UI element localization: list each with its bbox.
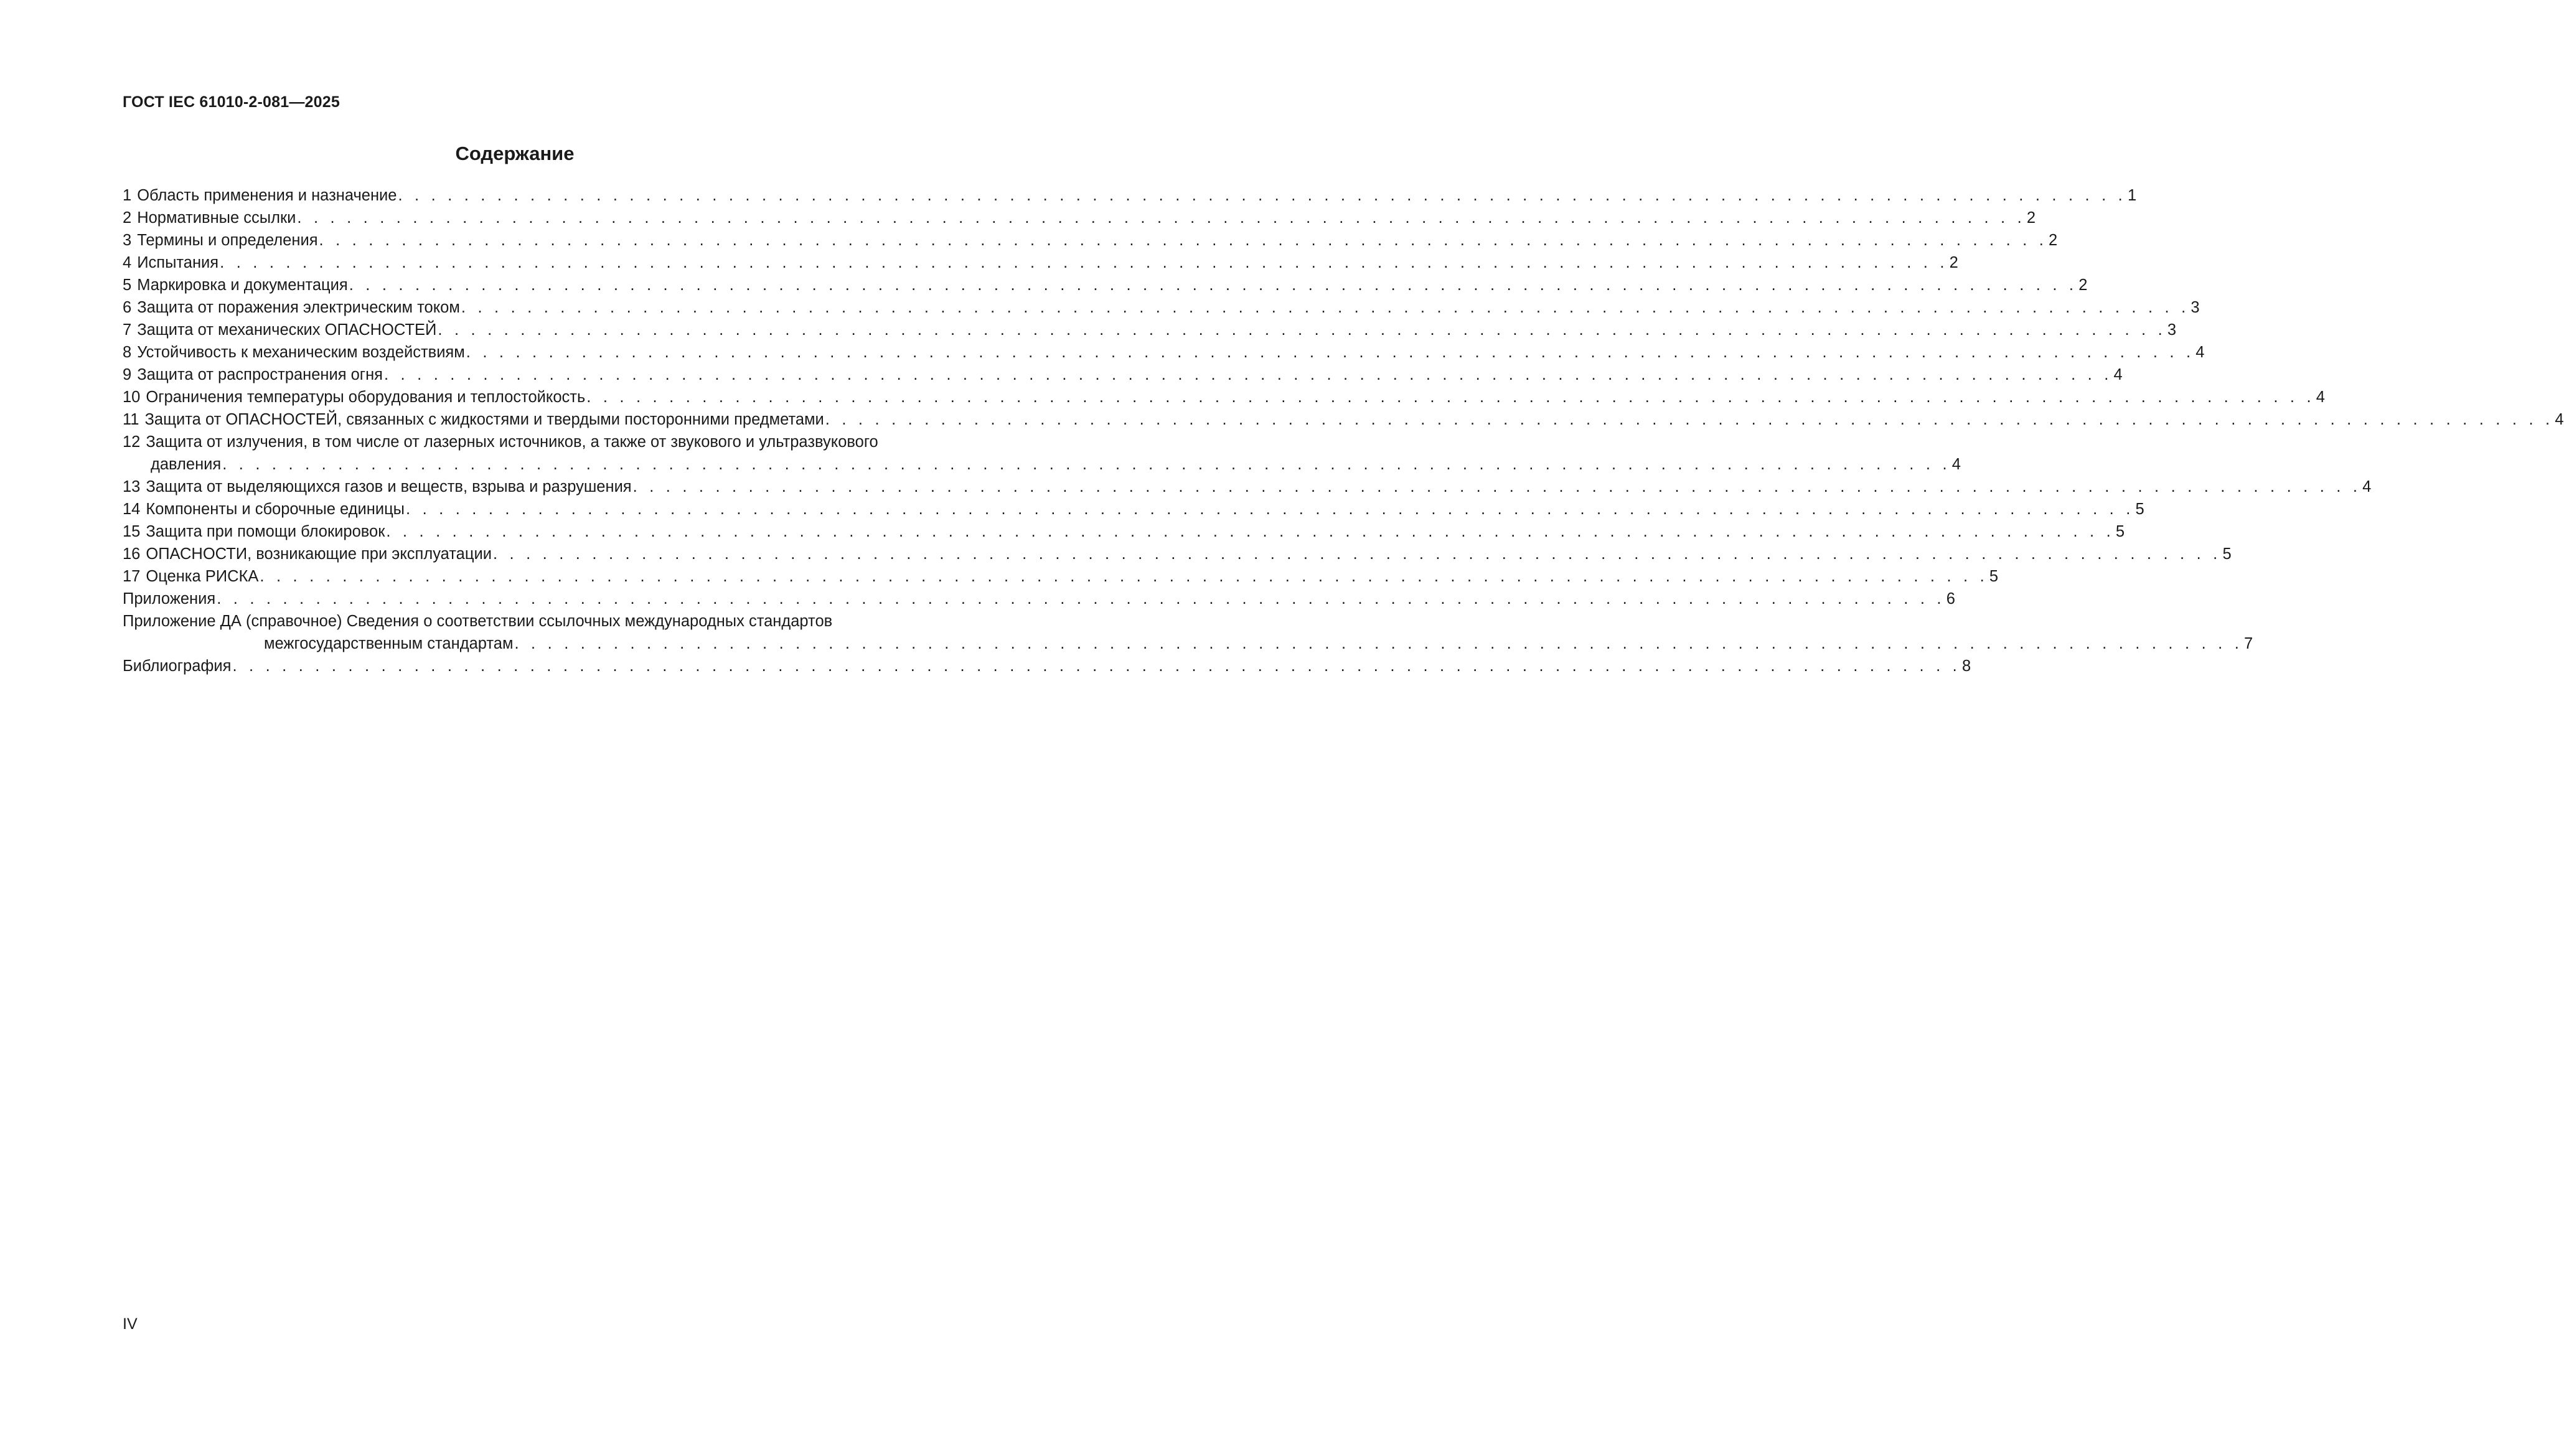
toc-item-15[interactable]	[123, 520, 2125, 543]
toc-item-number: 4	[123, 254, 132, 271]
toc-item-number: 5	[123, 276, 132, 294]
dot-leader: . . . . . . . . . . . . . . . . . . . . . . . . . . . . . . . . . . . . . . . . . . . . . . . . . . . . . . . . . . . . . . . . . . . . . . . . . . . . . . . . . . . . . . . . . . . . . . . . . . . . . . . . .	[383, 366, 2113, 383]
toc-item-title-continuation: давления	[151, 456, 222, 473]
toc-item-title: Защита от поражения электрическим током	[137, 299, 460, 316]
toc-item-number: 11	[123, 411, 139, 428]
toc-item-title: Библиография	[123, 657, 232, 675]
toc-item-number: 2	[123, 209, 132, 227]
toc-item-appendix-da-continuation[interactable]	[123, 632, 2253, 655]
toc-item-title: Испытания	[137, 254, 219, 271]
dot-leader: . . . . . . . . . . . . . . . . . . . . . . . . . . . . . . . . . . . . . . . . . . . . . . . . . . . . . . . . . . . . . . . . . . . . . . . . . . . . . . . . . . . . . . . . . . . . . . . . . . . . . . . . .	[220, 254, 1948, 271]
toc-item-page: 2	[1949, 254, 1958, 271]
toc-item-bibliography[interactable]	[123, 655, 1971, 677]
dot-leader: . . . . . . . . . . . . . . . . . . . . . . . . . . . . . . . . . . . . . . . . . . . . . . . . . . . . . . . . . . . . . . . . . . . . . . . . . . . . . . . . . . . . . . . . . . . . . . . . . . . . . . . . .	[825, 411, 2554, 428]
toc-item-page: 4	[1951, 456, 1961, 473]
toc-item-page: 4	[2316, 388, 2325, 406]
toc-item-page: 2	[2078, 276, 2088, 294]
toc-item-number: 9	[123, 366, 132, 383]
dot-leader: . . . . . . . . . . . . . . . . . . . . . . . . . . . . . . . . . . . . . . . . . . . . . . . . . . . . . . . . . . . . . . . . . . . . . . . . . . . . . . . . . . . . . . . . . . . . . . . . . . . . . . . . .	[260, 568, 1988, 585]
dot-leader: . . . . . . . . . . . . . . . . . . . . . . . . . . . . . . . . . . . . . . . . . . . . . . . . . . . . . . . . . . . . . . . . . . . . . . . . . . . . . . . . . . . . . . . . . . . . . . . . . . . . . . . . .	[438, 321, 2166, 339]
toc-item-title: Защита при помощи блокировок	[146, 523, 385, 540]
toc-item-number: 7	[123, 321, 132, 339]
toc-item-number: 17	[123, 568, 141, 585]
toc-item-title: Нормативные ссылки	[137, 209, 296, 227]
toc-item-title: Оценка РИСКА	[146, 568, 259, 585]
dot-leader: . . . . . . . . . . . . . . . . . . . . . . . . . . . . . . . . . . . . . . . . . . . . . . . . . . . . . . . . . . . . . . . . . . . . . . . . . . . . . . . . . . . . . . . . . . . . . . . . . . . . . . . . .	[386, 523, 2115, 540]
toc-item-appendices[interactable]	[123, 588, 1955, 610]
toc-item-title: Защита от механических ОПАСНОСТЕЙ	[137, 321, 437, 339]
toc-item-page: 2	[2026, 209, 2036, 227]
toc-item-12-continuation[interactable]	[123, 453, 1961, 476]
dot-leader: . . . . . . . . . . . . . . . . . . . . . . . . . . . . . . . . . . . . . . . . . . . . . . . . . . . . . . . . . . . . . . . . . . . . . . . . . . . . . . . . . . . . . . . . . . . . . . . . . . . . . . . . .	[466, 344, 2195, 361]
toc-item-page: 8	[1961, 657, 1971, 675]
toc-item-page: 4	[2195, 344, 2205, 361]
toc-item-number: 3	[123, 232, 132, 249]
toc-item-page: 5	[2222, 545, 2232, 563]
dot-leader: . . . . . . . . . . . . . . . . . . . . . . . . . . . . . . . . . . . . . . . . . . . . . . . . . . . . . . . . . . . . . . . . . . . . . . . . . . . . . . . . . . . . . . . . . . . . . . . . . . . . . . . . .	[514, 635, 2243, 652]
dot-leader: . . . . . . . . . . . . . . . . . . . . . . . . . . . . . . . . . . . . . . . . . . . . . . . . . . . . . . . . . . . . . . . . . . . . . . . . . . . . . . . . . . . . . . . . . . . . . . . . . . . . . . . . .	[632, 478, 2362, 496]
toc-item-6[interactable]	[123, 296, 2200, 319]
toc-item-title: Область применения и назначение	[137, 187, 397, 204]
toc-item-number: 15	[123, 523, 141, 540]
dot-leader: . . . . . . . . . . . . . . . . . . . . . . . . . . . . . . . . . . . . . . . . . . . . . . . . . . . . . . . . . . . . . . . . . . . . . . . . . . . . . . . . . . . . . . . . . . . . . . . . . . . . . . . . .	[492, 545, 2222, 563]
toc-item-7[interactable]	[123, 319, 2177, 341]
dot-leader: . . . . . . . . . . . . . . . . . . . . . . . . . . . . . . . . . . . . . . . . . . . . . . . . . . . . . . . . . . . . . . . . . . . . . . . . . . . . . . . . . . . . . . . . . . . . . . . . . . . . . . . . .	[586, 388, 2315, 406]
toc-item-page: 2	[2049, 232, 2058, 249]
toc-item-13[interactable]	[123, 476, 2372, 498]
toc-item-page: 6	[1946, 590, 1955, 608]
toc-item-11[interactable]	[123, 408, 2564, 431]
toc-item-page: 1	[2127, 187, 2137, 204]
toc-item-page: 3	[2167, 321, 2177, 339]
toc-item-8[interactable]	[123, 341, 2205, 364]
toc-item-16[interactable]	[123, 543, 2232, 565]
page-number: IV	[123, 1315, 138, 1333]
toc-item-number: 13	[123, 478, 141, 496]
toc-item-title: Компоненты и сборочные единицы	[146, 500, 405, 518]
dot-leader: . . . . . . . . . . . . . . . . . . . . . . . . . . . . . . . . . . . . . . . . . . . . . . . . . . . . . . . . . . . . . . . . . . . . . . . . . . . . . . . . . . . . . . . . . . . . . . . . . . . . . . . . .	[222, 456, 1951, 473]
toc-item-number: 16	[123, 545, 141, 563]
toc-item-page: 4	[2555, 411, 2564, 428]
toc-item-page: 4	[2362, 478, 2372, 496]
toc-item-number: 14	[123, 500, 141, 518]
toc-item-number: 1	[123, 187, 132, 204]
toc-item-page: 7	[2244, 635, 2253, 652]
toc-item-page: 5	[2115, 523, 2125, 540]
dot-leader: . . . . . . . . . . . . . . . . . . . . . . . . . . . . . . . . . . . . . . . . . . . . . . . . . . . . . . . . . . . . . . . . . . . . . . . . . . . . . . . . . . . . . . . . . . . . . . . . . . . . . . . . .	[406, 500, 2134, 518]
toc-item-12[interactable]	[123, 431, 957, 453]
dot-leader: . . . . . . . . . . . . . . . . . . . . . . . . . . . . . . . . . . . . . . . . . . . . . . . . . . . . . . . . . . . . . . . . . . . . . . . . . . . . . . . . . . . . . . . . . . . . . . . . . . . . . . . . .	[398, 187, 2126, 204]
dot-leader: . . . . . . . . . . . . . . . . . . . . . . . . . . . . . . . . . . . . . . . . . . . . . . . . . . . . . . . . . . . . . . . . . . . . . . . . . . . . . . . . . . . . . . . . . . . . . . . . . . . . . . . . .	[461, 299, 2190, 316]
toc-item-title: Ограничения температуры оборудования и теплостойкость	[146, 388, 586, 406]
toc-item-1[interactable]	[123, 184, 2137, 207]
dot-leader: . . . . . . . . . . . . . . . . . . . . . . . . . . . . . . . . . . . . . . . . . . . . . . . . . . . . . . . . . . . . . . . . . . . . . . . . . . . . . . . . . . . . . . . . . . . . . . . . . . . . . . . . .	[319, 232, 2048, 249]
toc-item-page: 5	[2135, 500, 2144, 518]
toc-item-page: 5	[1989, 568, 1999, 585]
toc-item-number: 6	[123, 299, 132, 316]
toc-item-title: ОПАСНОСТИ, возникающие при эксплуатации	[146, 545, 492, 563]
document-header: ГОСТ IEC 61010-2-081—2025	[123, 93, 340, 111]
toc-item-17[interactable]	[123, 565, 1999, 588]
toc-item-appendix-da[interactable]	[123, 610, 957, 632]
toc-item-title: Защита от распространения огня	[137, 366, 383, 383]
toc-item-14[interactable]	[123, 498, 2144, 520]
toc-item-title: Приложения	[123, 590, 216, 608]
dot-leader: . . . . . . . . . . . . . . . . . . . . . . . . . . . . . . . . . . . . . . . . . . . . . . . . . . . . . . . . . . . . . . . . . . . . . . . . . . . . . . . . . . . . . . . . . . . . . . . . . . . . . . . . .	[217, 590, 1945, 608]
toc-item-title: Защита от ОПАСНОСТЕЙ, связанных с жидкостями и твердыми посторонними предметами	[144, 411, 824, 428]
toc-item-page: 3	[2191, 299, 2200, 316]
toc-item-9[interactable]	[123, 364, 2123, 386]
toc-item-number: 10	[123, 388, 141, 406]
page-title: Содержание	[455, 143, 575, 164]
toc-item-title: Защита от излучения, в том числе от лазерных источников, а также от звукового и ультразвукового	[146, 433, 878, 451]
toc-item-5[interactable]	[123, 274, 2088, 296]
toc-item-title: Устойчивость к механическим воздействиям	[137, 344, 465, 361]
toc-item-title: Маркировка и документация	[137, 276, 348, 294]
toc-item-4[interactable]	[123, 251, 1958, 274]
dot-leader: . . . . . . . . . . . . . . . . . . . . . . . . . . . . . . . . . . . . . . . . . . . . . . . . . . . . . . . . . . . . . . . . . . . . . . . . . . . . . . . . . . . . . . . . . . . . . . . . . . . . . . . . .	[232, 657, 1961, 675]
dot-leader: . . . . . . . . . . . . . . . . . . . . . . . . . . . . . . . . . . . . . . . . . . . . . . . . . . . . . . . . . . . . . . . . . . . . . . . . . . . . . . . . . . . . . . . . . . . . . . . . . . . . . . . . .	[349, 276, 2078, 294]
toc-item-title: Приложение ДА (справочное) Сведения о соответствии ссылочных международных стандартов	[123, 613, 833, 630]
toc-item-title-continuation: межгосударственным стандартам	[264, 635, 514, 652]
table-of-contents	[123, 184, 2564, 677]
toc-item-title: Защита от выделяющихся газов и веществ, взрыва и разрушения	[146, 478, 632, 496]
toc-item-number: 12	[123, 433, 141, 451]
dot-leader: . . . . . . . . . . . . . . . . . . . . . . . . . . . . . . . . . . . . . . . . . . . . . . . . . . . . . . . . . . . . . . . . . . . . . . . . . . . . . . . . . . . . . . . . . . . . . . . . . . . . . . . . .	[297, 209, 2026, 227]
toc-item-10[interactable]	[123, 386, 2325, 408]
toc-item-title: Термины и определения	[137, 232, 318, 249]
toc-item-2[interactable]	[123, 207, 2036, 229]
toc-item-3[interactable]	[123, 229, 2058, 251]
toc-item-number: 8	[123, 344, 132, 361]
toc-item-page: 4	[2113, 366, 2123, 383]
